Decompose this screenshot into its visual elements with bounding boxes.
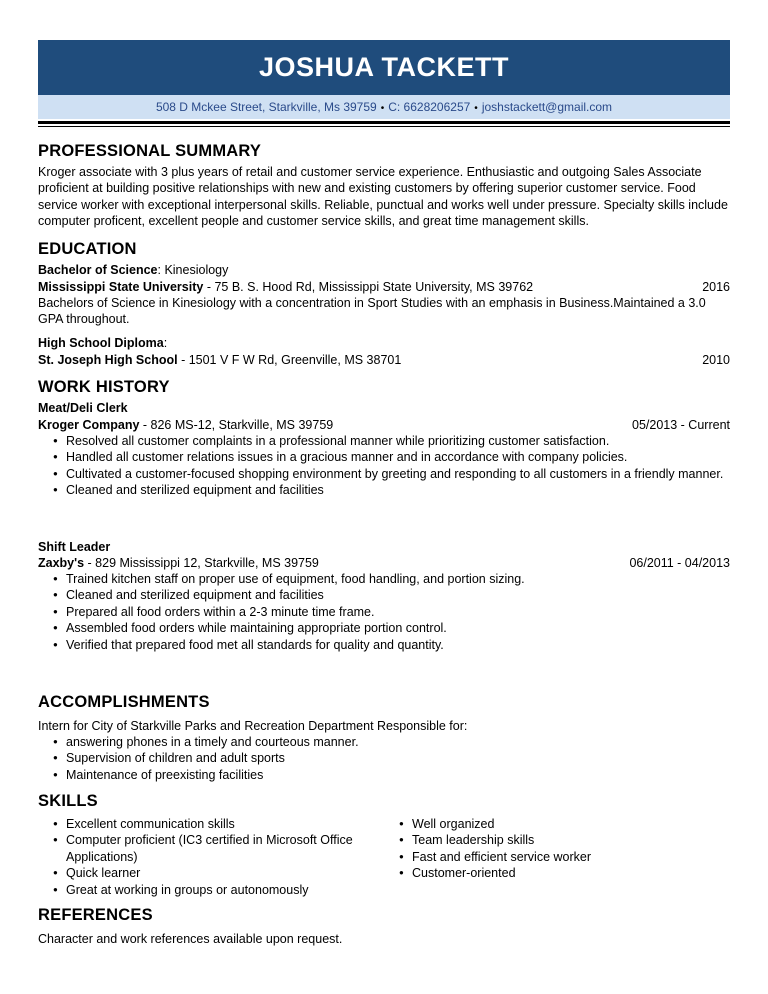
list-item: ● Excellent communication skills: [38, 816, 378, 832]
company-name: Kroger Company: [38, 418, 140, 432]
job-dates: 05/2013 - Current: [632, 418, 730, 432]
summary-text: Kroger associate with 3 plus years of retail and customer service experience. Enthusiastic and outgoing Sales Associate proficient at building positive relationships with new and existing customers by offering superior customer service. Food service worker with exceptional interpersonal skills. Reliable, punctual and works well under pressure. Specialty skills include computer proficent, excellent people and customer service skills, and great time management skills.: [38, 165, 728, 229]
list-item: ● Supervision of children and adult sports: [38, 750, 738, 766]
list-item: ● Computer proficient (IC3 certified in Microsoft Office Applications): [38, 832, 378, 865]
name-banner: [38, 40, 730, 95]
school-name: Mississippi State University: [38, 280, 204, 294]
school-location: - 75 B. S. Hood Rd, Mississippi State University, MS 39762: [203, 280, 534, 294]
email: joshstackett@gmail.com: [481, 100, 613, 114]
header-divider: [38, 121, 730, 124]
job-duties-list: [38, 433, 738, 499]
list-item: ● answering phones in a timely and courteous manner.: [38, 734, 738, 750]
list-item: ● Verified that prepared food met all standards for quality and quantity.: [38, 637, 738, 653]
list-item: ● Prepared all food orders within a 2-3 minute time frame.: [38, 604, 738, 620]
job-position: Shift Leader: [38, 540, 111, 554]
section-title-accomplishments: ACCOMPLISHMENTS: [38, 693, 210, 711]
education-description: Bachelors of Science in Kinesiology with a concentration in Sport Studies with an emphasis in Business.Maintained a 3.0 GPA throughout.: [38, 296, 706, 327]
list-item: ● Trained kitchen staff on proper use of equipment, food handling, and portion sizing.: [38, 571, 738, 587]
list-item: ● Well organized: [384, 816, 724, 832]
section-title-summary: PROFESSIONAL SUMMARY: [38, 142, 262, 160]
skills-list-left: [38, 816, 378, 898]
list-item: ● Great at working in groups or autonomously: [38, 882, 378, 898]
list-item: ● Cleaned and sterilized equipment and facilities: [38, 482, 738, 498]
company-location: - 829 Mississippi 12, Starkville, MS 39759: [84, 556, 319, 570]
phone: C: 6628206257: [388, 100, 471, 114]
degree-field: : Kinesiology: [157, 263, 229, 277]
bullet-separator: •: [380, 103, 385, 114]
list-item: ● Customer-oriented: [384, 865, 724, 881]
education-degree-2: [38, 335, 730, 351]
list-item: ● Cultivated a customer-focused shopping environment by greeting and responding to all customers in a friendly manner.: [38, 466, 738, 482]
section-title-education: EDUCATION: [38, 240, 137, 258]
contact-bar: [38, 95, 730, 119]
degree-name: High School Diploma: [38, 336, 164, 350]
accomplishments-list: [38, 734, 738, 783]
job-employer: [38, 555, 730, 571]
graduation-year: 2016: [702, 280, 730, 294]
header-divider-thin: [38, 126, 730, 127]
section-title-references: REFERENCES: [38, 906, 153, 924]
degree-field: :: [163, 336, 168, 350]
list-item: ● Fast and efficient service worker: [384, 849, 724, 865]
list-item: ● Quick learner: [38, 865, 378, 881]
job-dates: 06/2011 - 04/2013: [629, 556, 730, 570]
list-item: ● Cleaned and sterilized equipment and facilities: [38, 587, 738, 603]
list-item: ● Resolved all customer complaints in a professional manner while prioritizing customer satisfaction.: [38, 433, 738, 449]
section-title-skills: SKILLS: [38, 792, 98, 810]
candidate-name: JOSHUA TACKETT: [259, 52, 509, 82]
address: 508 D Mckee Street, Starkville, Ms 39759: [155, 100, 377, 114]
job-position: Meat/Deli Clerk: [38, 401, 128, 415]
education-degree-1: [38, 262, 730, 278]
section-title-work: WORK HISTORY: [38, 378, 170, 396]
job-employer: [38, 417, 730, 433]
company-location: - 826 MS-12, Starkville, MS 39759: [139, 418, 334, 432]
company-name: Zaxby's: [38, 556, 85, 570]
education-school-2: [38, 352, 730, 368]
education-school-1: [38, 279, 730, 295]
references-text: Character and work references available upon request.: [38, 932, 343, 946]
list-item: ● Handled all customer relations issues in a gracious manner and in accordance with company policies.: [38, 449, 738, 465]
skills-list-right: [384, 816, 724, 882]
list-item: ● Team leadership skills: [384, 832, 724, 848]
bullet-separator: •: [474, 103, 478, 114]
job-duties-list: [38, 571, 738, 653]
degree-name: Bachelor of Science: [38, 263, 158, 277]
school-location: - 1501 V F W Rd, Greenville, MS 38701: [177, 353, 402, 367]
accomplishments-intro: Intern for City of Starkville Parks and Recreation Department Responsible for:: [38, 719, 468, 733]
school-name: St. Joseph High School: [38, 353, 178, 367]
graduation-year: 2010: [702, 353, 730, 367]
list-item: ● Maintenance of preexisting facilities: [38, 767, 738, 783]
list-item: ● Assembled food orders while maintaining appropriate portion control.: [38, 620, 738, 636]
